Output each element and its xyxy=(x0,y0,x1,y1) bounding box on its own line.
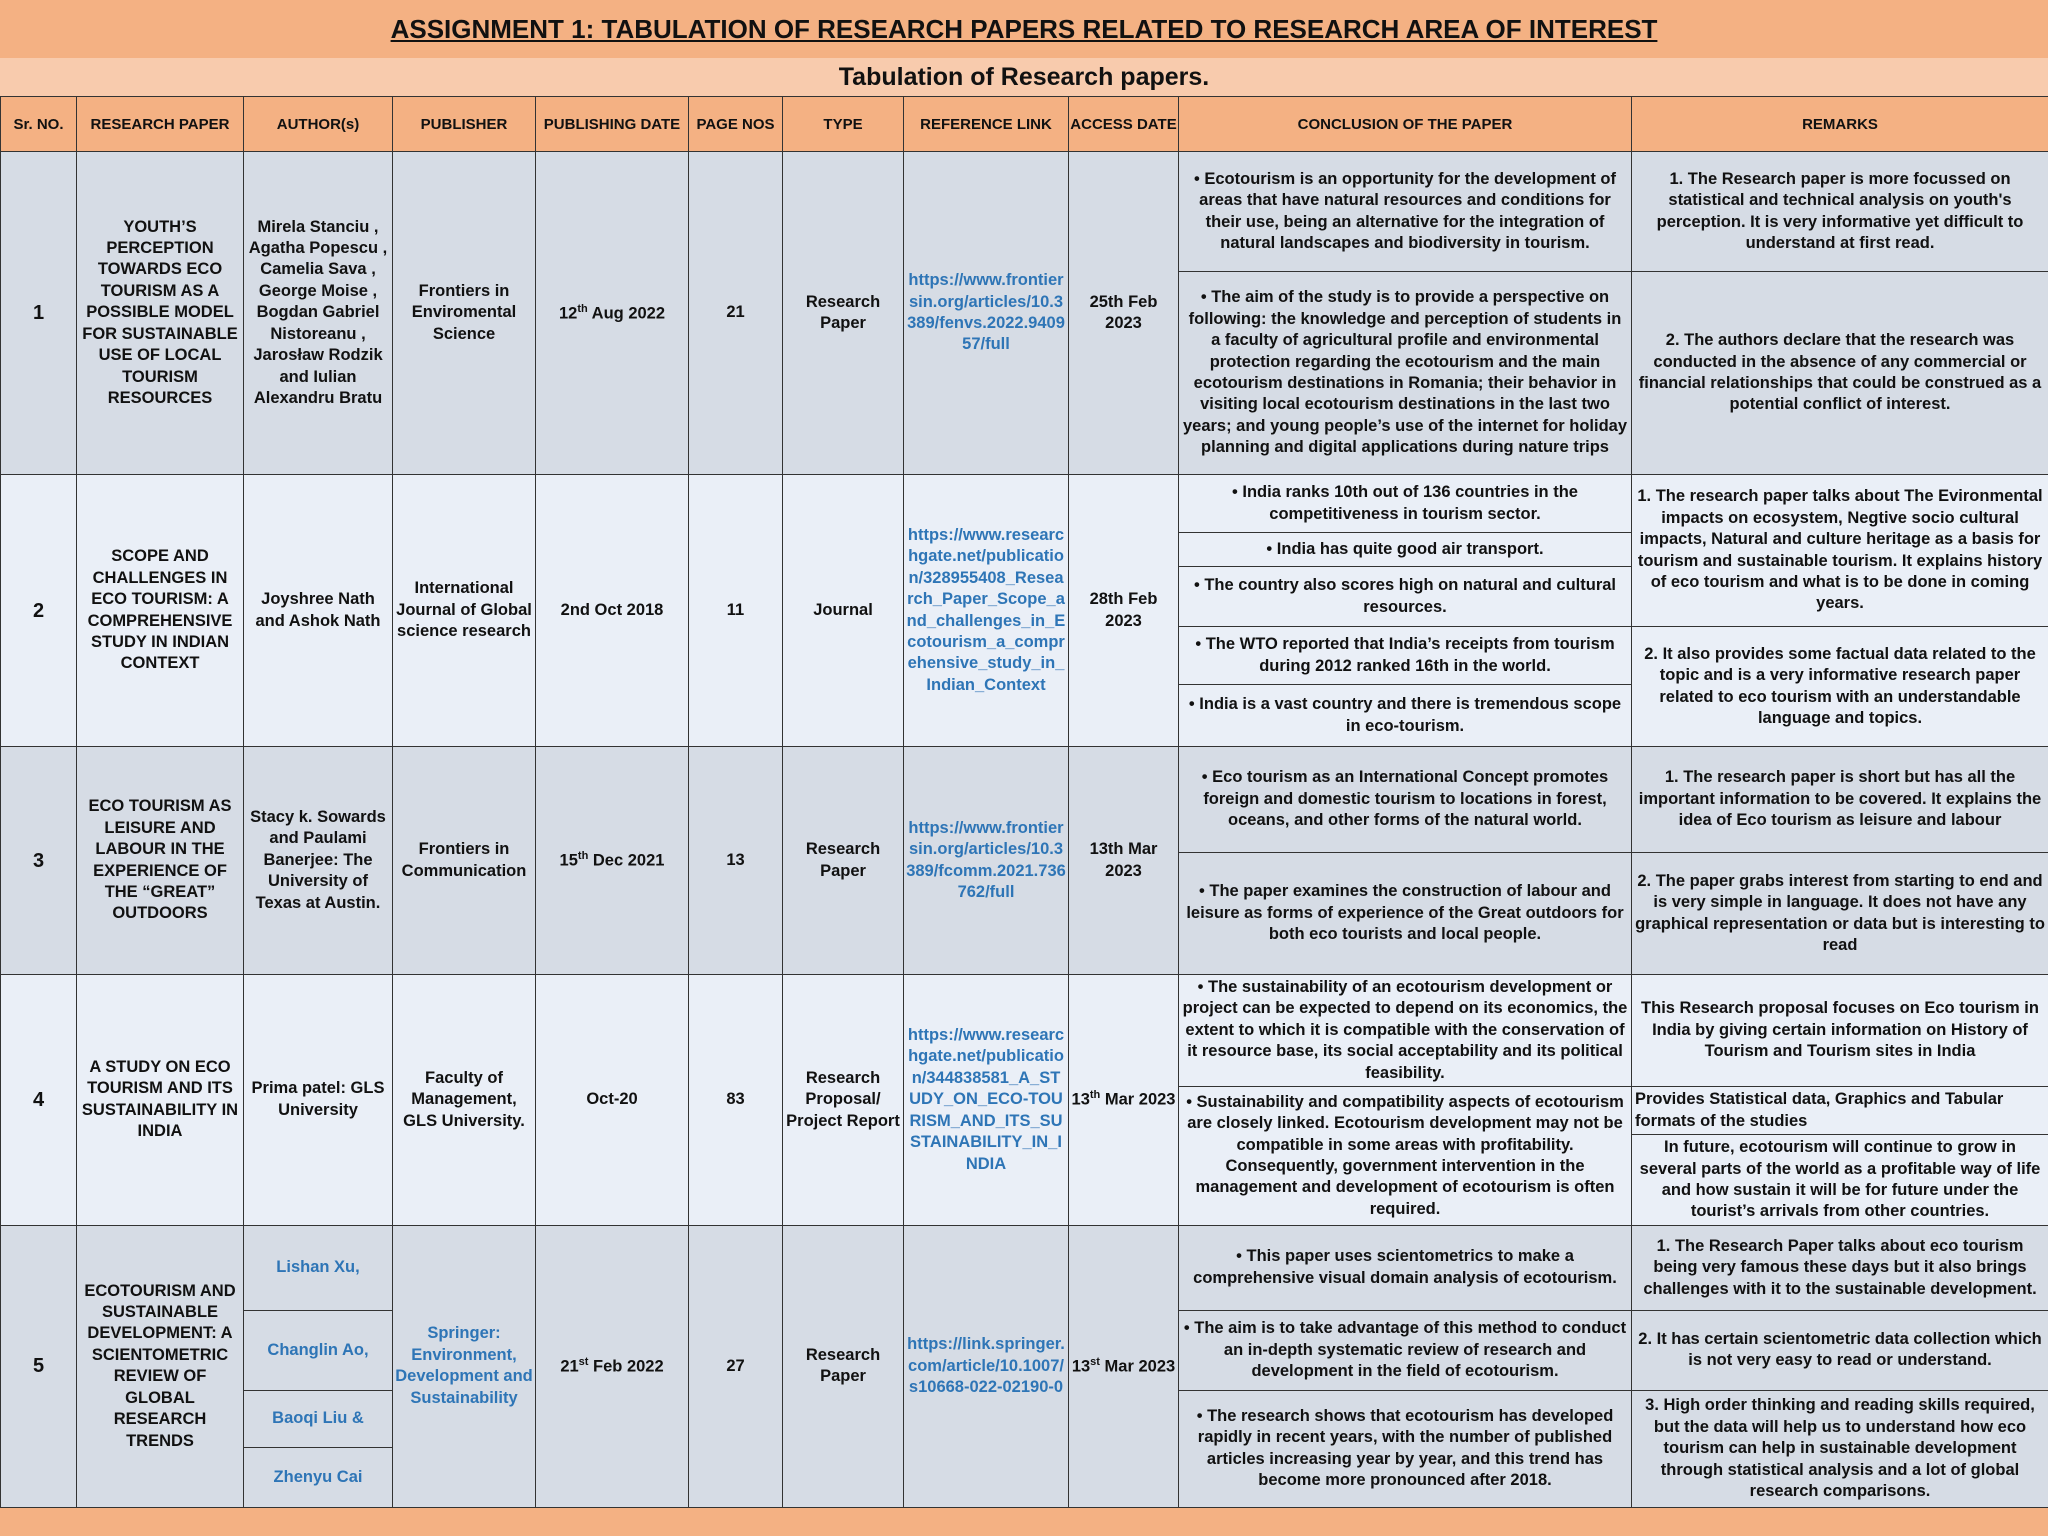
authors-cell[interactable]: Stacy k. Sowards and Paulami Banerjee: The University of Texas at Austin. xyxy=(244,747,393,975)
remarks-cell[interactable]: In future, ecotourism will continue to grow in several parts of the world as a profitable way of life and how sustain it will be for future under the tourist’s arrivals from other countries. xyxy=(1632,1135,2048,1226)
conclusion-cell[interactable]: • India ranks 10th out of 136 countries in the competitiveness in tourism sector. xyxy=(1179,475,1632,533)
type-cell[interactable]: Research Proposal/ Project Report xyxy=(783,975,904,1226)
conclusion-cell[interactable]: • The WTO reported that India’s receipts from tourism during 2012 ranked 16th in the world. xyxy=(1179,627,1632,685)
reference-link[interactable]: https://www.frontiersin.org/articles/10.3389/fcomm.2021.736762/full xyxy=(904,747,1069,975)
table-row xyxy=(1,152,2048,272)
remarks-cell[interactable]: 1. The Research Paper talks about eco tourism being very famous these days but it also brings challenges with it to the sustainable development. xyxy=(1632,1225,2048,1310)
page-nos-cell[interactable]: 83 xyxy=(689,975,783,1226)
page-title: ASSIGNMENT 1: TABULATION OF RESEARCH PAPERS RELATED TO RESEARCH AREA OF INTEREST xyxy=(0,0,2048,60)
remarks-cell[interactable]: 3. High order thinking and reading skills required, but the data will help us to understand how eco tourism can help in sustainable development through statistical analysis and a lot of global research comparisons. xyxy=(1632,1390,2048,1507)
research-paper-cell[interactable]: YOUTH’S PERCEPTION TOWARDS ECO TOURISM AS A POSSIBLE MODEL FOR SUSTAINABLE USE OF LOCAL TOURISM RESOURCES xyxy=(77,152,244,475)
remarks-cell[interactable]: This Research proposal focuses on Eco tourism in India by giving certain information on History of Tourism and Tourism sites in India xyxy=(1632,975,2048,1087)
conclusion-cell[interactable]: • Eco tourism as an International Concept promotes foreign and domestic tourism to locations in forest, oceans, and other forms of the natural world. xyxy=(1179,747,1632,853)
access-date-cell[interactable]: 13st Mar 2023 xyxy=(1069,1225,1179,1507)
publisher-cell[interactable]: International Journal of Global science research xyxy=(393,475,536,747)
research-papers-table xyxy=(0,96,2048,1508)
publisher-cell[interactable]: Springer: Environment, Development and Sustainability xyxy=(393,1225,536,1507)
table-row xyxy=(1,747,2048,853)
remarks-cell[interactable]: Provides Statistical data, Graphics and Tabular formats of the studies xyxy=(1632,1087,2048,1135)
sr-no-cell[interactable]: 2 xyxy=(1,475,77,747)
header-row xyxy=(1,97,2048,152)
type-cell[interactable]: Journal xyxy=(783,475,904,747)
remarks-cell[interactable]: 2. The paper grabs interest from starting to end and is very simple in language. It does not have any graphical representation or data but is interesting to read xyxy=(1632,853,2048,975)
header-research-paper[interactable]: RESEARCH PAPER xyxy=(77,97,244,152)
access-date-cell[interactable]: 13th Mar 2023 xyxy=(1069,747,1179,975)
author-cell[interactable]: Changlin Ao, xyxy=(244,1310,393,1390)
reference-link[interactable]: https://www.frontiersin.org/articles/10.3389/fenvs.2022.940957/full xyxy=(904,152,1069,475)
remarks-cell[interactable]: 1. The research paper talks about The Evironmental impacts on ecosystem, Negtive socio cultural impacts, Natural and culture heritage as a basis for tourism and sustainable tourism. It explains history of eco tourism and what is to be done in coming years. xyxy=(1632,475,2048,627)
access-date-cell[interactable]: 25th Feb 2023 xyxy=(1069,152,1179,475)
author-cell[interactable]: Lishan Xu, xyxy=(244,1225,393,1310)
publishing-date-cell[interactable]: 21st Feb 2022 xyxy=(536,1225,689,1507)
reference-link[interactable]: https://www.researchgate.net/publication/344838581_A_STUDY_ON_ECO-TOURISM_AND_ITS_SUSTAINABILITY_IN_INDIA xyxy=(904,975,1069,1226)
remarks-cell[interactable]: 1. The Research paper is more focussed on statistical and technical analysis on youth's perception. It is very informative yet difficult to understand at first read. xyxy=(1632,152,2048,272)
header-conclusion[interactable]: CONCLUSION OF THE PAPER xyxy=(1179,97,1632,152)
research-paper-cell[interactable]: SCOPE AND CHALLENGES IN ECO TOURISM: A COMPREHENSIVE STUDY IN INDIAN CONTEXT xyxy=(77,475,244,747)
page-nos-cell[interactable]: 21 xyxy=(689,152,783,475)
author-cell[interactable]: Baoqi Liu & xyxy=(244,1390,393,1447)
remarks-cell[interactable]: 1. The research paper is short but has all the important information to be covered. It explains the idea of Eco tourism as leisure and labour xyxy=(1632,747,2048,853)
sr-no-cell[interactable]: 1 xyxy=(1,152,77,475)
research-paper-cell[interactable]: ECO TOURISM AS LEISURE AND LABOUR IN THE EXPERIENCE OF THE “GREAT” OUTDOORS xyxy=(77,747,244,975)
publishing-date-cell[interactable]: 2nd Oct 2018 xyxy=(536,475,689,747)
authors-cell[interactable]: Mirela Stanciu , Agatha Popescu , Camelia Sava , George Moise , Bogdan Gabriel Nistoreanu , Jarosław Rodzik and Iulian Alexandru Bratu xyxy=(244,152,393,475)
publisher-cell[interactable]: Frontiers in Enviromental Science xyxy=(393,152,536,475)
header-authors[interactable]: AUTHOR(s) xyxy=(244,97,393,152)
publishing-date-cell[interactable]: 12th Aug 2022 xyxy=(536,152,689,475)
table-subtitle: Tabulation of Research papers. xyxy=(0,58,2048,98)
header-remarks[interactable]: REMARKS xyxy=(1632,97,2048,152)
conclusion-cell[interactable]: • The sustainability of an ecotourism development or project can be expected to depend on its economics, the extent to which it is compatible with the conservation of it resource base, its social acceptability and its political feasibility. xyxy=(1179,975,1632,1087)
access-date-cell[interactable]: 13th Mar 2023 xyxy=(1069,975,1179,1226)
page-nos-cell[interactable]: 11 xyxy=(689,475,783,747)
type-cell[interactable]: Research Paper xyxy=(783,747,904,975)
page-nos-cell[interactable]: 27 xyxy=(689,1225,783,1507)
sr-no-cell[interactable]: 3 xyxy=(1,747,77,975)
remarks-cell[interactable]: 2. The authors declare that the research was conducted in the absence of any commercial or financial relationships that could be construed as a potential conflict of interest. xyxy=(1632,272,2048,475)
conclusion-cell[interactable]: • The aim of the study is to provide a perspective on following: the knowledge and perception of students in a faculty of agricultural profile and environmental protection regarding the ecotourism and the main ecotourism destinations in Romania; their behavior in visiting local ecotourism destinations in the last two years; and young people’s use of the internet for holiday planning and digital applications during nature trips xyxy=(1179,272,1632,475)
header-page-nos[interactable]: PAGE NOS xyxy=(689,97,783,152)
sr-no-cell[interactable]: 4 xyxy=(1,975,77,1226)
author-cell[interactable]: Zhenyu Cai xyxy=(244,1447,393,1507)
conclusion-cell[interactable]: • Ecotourism is an opportunity for the development of areas that have natural resources and conditions for their use, being an alternative for the integration of natural landscapes and biodiversity in tourism. xyxy=(1179,152,1632,272)
sr-no-cell[interactable]: 5 xyxy=(1,1225,77,1507)
reference-link[interactable]: https://www.researchgate.net/publication/328955408_Research_Paper_Scope_and_challenges_in_Ecotourism_a_comprehensive_study_in_Indian_Context xyxy=(904,475,1069,747)
type-cell[interactable]: Research Paper xyxy=(783,1225,904,1507)
type-cell[interactable]: Research Paper xyxy=(783,152,904,475)
publisher-cell[interactable]: Faculty of Management, GLS University. xyxy=(393,975,536,1226)
table-row xyxy=(1,1225,2048,1310)
remarks-cell[interactable]: 2. It has certain scientometric data collection which is not very easy to read or understand. xyxy=(1632,1310,2048,1390)
conclusion-cell[interactable]: • The aim is to take advantage of this method to conduct an in-depth systematic review of research and development in the field of ecotourism. xyxy=(1179,1310,1632,1390)
conclusion-cell[interactable]: • This paper uses scientometrics to make a comprehensive visual domain analysis of ecotourism. xyxy=(1179,1225,1632,1310)
table-row xyxy=(1,975,2048,1087)
header-type[interactable]: TYPE xyxy=(783,97,904,152)
header-sr-no[interactable]: Sr. NO. xyxy=(1,97,77,152)
header-access-date[interactable]: ACCESS DATE xyxy=(1069,97,1179,152)
conclusion-cell[interactable]: • The country also scores high on natural and cultural resources. xyxy=(1179,567,1632,627)
authors-cell[interactable]: Joyshree Nath and Ashok Nath xyxy=(244,475,393,747)
page-nos-cell[interactable]: 13 xyxy=(689,747,783,975)
conclusion-cell[interactable]: • India is a vast country and there is tremendous scope in eco-tourism. xyxy=(1179,685,1632,747)
header-reference-link[interactable]: REFERENCE LINK xyxy=(904,97,1069,152)
publishing-date-cell[interactable]: 15th Dec 2021 xyxy=(536,747,689,975)
remarks-cell[interactable]: 2. It also provides some factual data related to the topic and is a very informative research paper related to eco tourism with an understandable language and topics. xyxy=(1632,627,2048,747)
research-paper-cell[interactable]: ECOTOURISM AND SUSTAINABLE DEVELOPMENT: A SCIENTOMETRIC REVIEW OF GLOBAL RESEARCH TRENDS xyxy=(77,1225,244,1507)
access-date-cell[interactable]: 28th Feb 2023 xyxy=(1069,475,1179,747)
conclusion-cell[interactable]: • The research shows that ecotourism has developed rapidly in recent years, with the number of published articles increasing year by year, and this trend has become more pronounced after 2018. xyxy=(1179,1390,1632,1507)
conclusion-cell[interactable]: • Sustainability and compatibility aspects of ecotourism are closely linked. Ecotourism development may not be compatible in some areas with profitability. Consequently, government intervention in the management and development of ecotourism is often required. xyxy=(1179,1087,1632,1226)
header-publishing-date[interactable]: PUBLISHING DATE xyxy=(536,97,689,152)
publisher-cell[interactable]: Frontiers in Communication xyxy=(393,747,536,975)
authors-cell[interactable]: Prima patel: GLS University xyxy=(244,975,393,1226)
header-publisher[interactable]: PUBLISHER xyxy=(393,97,536,152)
reference-link[interactable]: https://link.springer.com/article/10.1007/s10668-022-02190-0 xyxy=(904,1225,1069,1507)
conclusion-cell[interactable]: • The paper examines the construction of labour and leisure as forms of experience of the Great outdoors for both eco tourists and local people. xyxy=(1179,853,1632,975)
publishing-date-cell[interactable]: Oct-20 xyxy=(536,975,689,1226)
table-row xyxy=(1,475,2048,533)
conclusion-cell[interactable]: • India has quite good air transport. xyxy=(1179,533,1632,567)
research-paper-cell[interactable]: A STUDY ON ECO TOURISM AND ITS SUSTAINABILITY IN INDIA xyxy=(77,975,244,1226)
